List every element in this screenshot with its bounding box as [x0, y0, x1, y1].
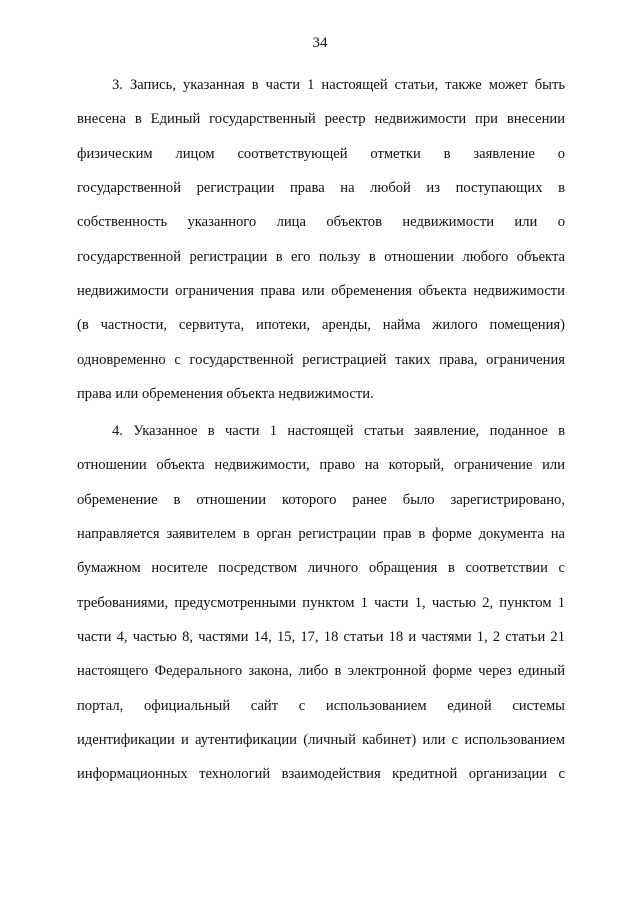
paragraph-3-line: (в частности, сервитута, ипотеки, аренды, найма жилого помещения): [77, 317, 565, 333]
paragraph-3-line: 3. Запись, указанная в части 1 настоящей статьи, также может быть: [112, 77, 565, 93]
page-number: 34: [312, 35, 328, 51]
paragraph-4-line: 4. Указанное в части 1 настоящей статьи заявление, поданное в: [112, 423, 565, 439]
paragraph-3-line: одновременно с государственной регистрацией таких права, ограничения: [77, 352, 565, 368]
paragraph-4-line: настоящего Федерального закона, либо в электронной форме через единый: [77, 663, 565, 679]
paragraph-4-line: части 4, частью 8, частями 14, 15, 17, 18 статьи 18 и частями 1, 2 статьи 21: [77, 629, 565, 645]
paragraph-3-line: физическим лицом соответствующей отметки в заявление о: [77, 146, 565, 162]
paragraph-3-line: собственность указанного лица объектов недвижимости или о: [77, 214, 565, 230]
paragraph-4-line: обременение в отношении которого ранее было зарегистрировано,: [77, 492, 565, 508]
paragraph-3-line: права или обременения объекта недвижимости.: [77, 386, 374, 402]
paragraph-3-line: государственной регистрации права на любой из поступающих в: [77, 180, 565, 196]
paragraph-3-line: внесена в Единый государственный реестр недвижимости при внесении: [77, 111, 565, 127]
paragraph-4-line: требованиями, предусмотренными пунктом 1 части 1, частью 2, пунктом 1: [77, 595, 565, 611]
paragraph-3-line: государственной регистрации в его пользу в отношении любого объекта: [77, 249, 565, 265]
paragraph-4-line: информационных технологий взаимодействия кредитной организации с: [77, 766, 565, 782]
paragraph-4-line: портал, официальный сайт с использованием единой системы: [77, 698, 565, 714]
paragraph-4-line: направляется заявителем в орган регистрации прав в форме документа на: [77, 526, 565, 542]
paragraph-3-line: недвижимости ограничения права или обременения объекта недвижимости: [77, 283, 565, 299]
paragraph-4-line: отношении объекта недвижимости, право на который, ограничение или: [77, 457, 565, 473]
paragraph-4-line: идентификации и аутентификации (личный кабинет) или с использованием: [77, 732, 565, 748]
paragraph-4-line: бумажном носителе посредством личного обращения в соответствии с: [77, 560, 565, 576]
